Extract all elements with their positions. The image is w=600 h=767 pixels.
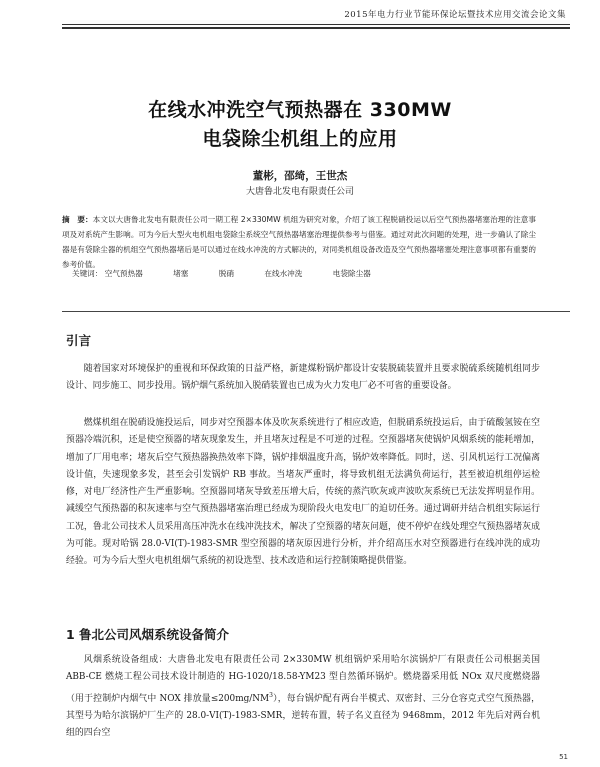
abstract (62, 212, 536, 272)
section-heading-1: 1 鲁北公司风烟系统设备简介 (66, 627, 230, 642)
section-heading-intro: 引言 (66, 333, 92, 348)
page-number: 51 (559, 753, 568, 761)
affiliation: 大唐鲁北发电有限责任公司 (245, 187, 354, 197)
authors: 董彬，邵绮，王世杰 (252, 170, 348, 182)
abstract-text: 本文以大唐鲁北发电有限责任公司一期工程 2×330MW 机组为研究对象，介绍了该工程脱硝投运以后空气预热器堵塞治理的注意事项及对系统产生影响。可为今后大型火电机组电袋除尘系统空气预热器堵塞治理提供参考与借鉴。通过对此次问题的处理，进一步确认了除尘器是有袋除尘器的机组空气预热器堵后是可以通过在线水冲洗的方式解决的，对同类机组设备改造及空气预热器堵塞处理注意事项都有重要的参考价值。 (62, 215, 536, 269)
keyword: 堵塞 (173, 269, 189, 278)
keyword: 脱硝 (218, 269, 234, 278)
keyword: 在线水冲洗 (264, 269, 303, 278)
keywords-label: 关键词： (72, 269, 103, 278)
section-1-text-b: ），每台锅炉配有两台半模式、双密封、三分仓容克式空气预热器，其型号为哈尔滨锅炉厂生产的 28.0-VI(T)-1983-SMR，逆转布置，转子名义直径为 9468mm，2012 年先后对两台机组的四台空 (66, 693, 540, 739)
section-1-paragraph-1 (66, 652, 540, 742)
keywords (72, 268, 399, 279)
section-divider (62, 311, 570, 312)
running-head: 2015年电力行业节能环保论坛暨技术应用交流会论文集 (344, 10, 566, 20)
superscript: 3 (269, 691, 273, 699)
abstract-label: 摘 要： (62, 215, 93, 224)
section-1-text-a: 风烟系统设备组成：大唐鲁北发电有限责任公司 2×330MW 机组锅炉采用哈尔滨锅炉厂有限责任公司根据美国 ABB-CE 燃烧工程公司技术设计制造的 HG-1020/18.58-YM23 型自然循环锅炉。燃烧器采用低 NOx 双尺度燃烧器（用于控制炉内烟气中 NOX 排放量≤200mg/NM (66, 655, 540, 704)
intro-paragraph-1: 随着国家对环境保护的重视和环保政策的日益严格，新建煤粉锅炉都设计安装脱硫装置并且要求脱硫系统随机组同步设计、同步施工、同步投用。锅炉烟气系统加入脱硝装置也已成为火力发电厂必不可省的重要设备。 (66, 364, 540, 392)
paper-title-line-2: 电袋除尘机组上的应用 (202, 128, 398, 150)
keyword: 电袋除尘器 (332, 269, 371, 278)
paper-title-line-1: 在线水冲洗空气预热器在 330MW (148, 99, 452, 121)
keyword: 空气预热器 (104, 269, 143, 278)
header-rule (62, 24, 570, 25)
header-rule-thick (62, 27, 570, 29)
intro-paragraph-2: 燃煤机组在脱硝设施投运后，同步对空预器本体及吹灰系统进行了相应改造，但脱硝系统投运后，由于硫酸氢铵在空预器冷端沉积，还是使空预器的堵灰现象发生，并且堵灰过程是不可逆的过程。空预器堵灰使锅炉风烟系统的能耗增加，增加了厂用电率；堵灰后空气预热器换热效率下降，锅炉排烟温度升高，锅炉效率降低。同时，送、引风机运行工况偏离设计值，失速现象多发，甚至会引发锅炉 RB 事故。当堵灰严重时，将导致机组无法满负荷运行，甚至被迫机组停运检修，对电厂经济性产生严重影响。空预器同堵灰导致差压增大后，传统的蒸汽吹灰或声波吹灰系统已无法发挥明显作用。减缓空气预热器的积灰速率与空气预热器堵塞治理已经成为现阶段火电发电厂的迫切任务。通过调研并结合机组实际运行工况，鲁北公司技术人员采用高压冲洗水在线冲洗技术，解决了空预器的堵灰问题，使不停炉在线处理空气预热器堵灰成为可能。现对哈锅 28.0-VI(T)-1983-SMR 型空预器的堵灰原因进行分析，并介绍高压水对空预器进行在线冲洗的成功经验。可为今后大型火电机组烟气系统的初设选型、技术改造和运行控制策略提供借鉴。 (66, 418, 540, 567)
